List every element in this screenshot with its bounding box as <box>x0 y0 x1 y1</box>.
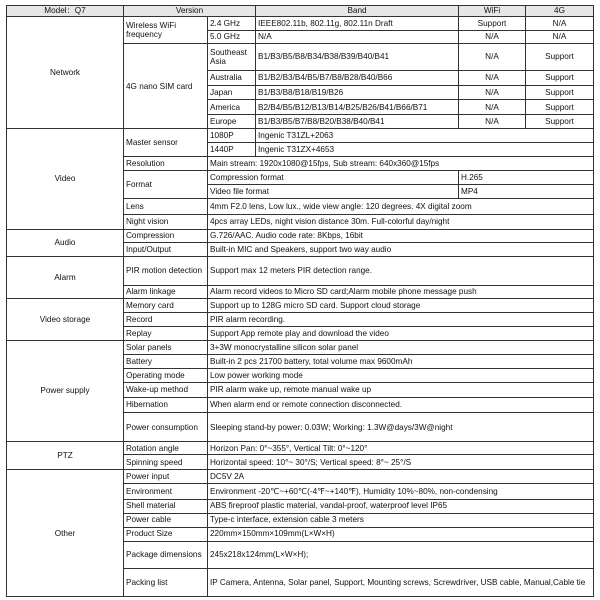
label-alarm-linkage: Alarm linkage <box>124 285 208 298</box>
sim-region: Australia <box>208 70 256 85</box>
wifi-version: 2.4 GHz <box>208 17 256 31</box>
4g-support: Support <box>526 100 594 115</box>
label-resolution: Resolution <box>124 157 208 171</box>
label-record: Record <box>124 312 208 326</box>
label-night-vision: Night vision <box>124 214 208 229</box>
label-compression: Compression <box>124 229 208 242</box>
value-power-cable: Type-c interface, extension cable 3 meters <box>208 513 594 527</box>
category-audio: Audio <box>7 229 124 256</box>
label-sim-card: 4G nano SIM card <box>124 43 208 128</box>
4g-support: Support <box>526 115 594 129</box>
wifi-support: N/A <box>459 70 526 85</box>
label-shell-material: Shell material <box>124 499 208 513</box>
category-video-storage: Video storage <box>7 298 124 340</box>
header-model: Model：Q7 <box>7 6 124 17</box>
label-replay: Replay <box>124 326 208 340</box>
label-packing-list: Packing list <box>124 568 208 596</box>
value-resolution: Main stream: 1920x1080@15fps, Sub stream: 640x360@15fps <box>208 157 594 171</box>
label-product-size: Product Size <box>124 527 208 541</box>
sim-region: America <box>208 100 256 115</box>
4g-support: Support <box>526 70 594 85</box>
value-alarm-linkage: Alarm record videos to Micro SD card;Alarm mobile phone message push <box>208 285 594 298</box>
header-version: Version <box>124 6 256 17</box>
value-hibernation: When alarm end or remote connection disconnected. <box>208 398 594 413</box>
category-ptz: PTZ <box>7 442 124 470</box>
label-rotation-angle: Rotation angle <box>124 442 208 455</box>
label-package-dimensions: Package dimensions <box>124 541 208 568</box>
header-wifi: WiFi <box>459 6 526 17</box>
wifi-support: N/A <box>459 115 526 129</box>
value-battery: Built-in 2 pcs 21700 battery, total volume max 9600mAh <box>208 354 594 368</box>
label-power-cable: Power cable <box>124 513 208 527</box>
header-band: Band <box>256 6 459 17</box>
value-power-consumption: Sleeping stand-by power: 0.03W; Working: 1.3W@days/3W@night <box>208 413 594 442</box>
sim-region: Europe <box>208 115 256 129</box>
category-alarm: Alarm <box>7 256 124 298</box>
wifi-support: N/A <box>459 31 526 44</box>
wifi-support: Support <box>459 17 526 31</box>
value-night-vision: 4pcs array LEDs, night vision distance 30m. Full-colorful day/night <box>208 214 594 229</box>
value-operating-mode: Low power working mode <box>208 368 594 382</box>
sensor-resolution: 1080P <box>208 129 256 143</box>
value-package-dimensions: 245x218x124mm(L×W×H); <box>208 541 594 568</box>
label-environment: Environment <box>124 484 208 499</box>
label-operating-mode: Operating mode <box>124 368 208 382</box>
value-compression: G.726/AAC. Audio code rate: 8Kbps, 16bit <box>208 229 594 242</box>
label-wifi-frequency: Wireless WiFi frequency <box>124 17 208 44</box>
value-power-input: DC5V 2A <box>208 470 594 484</box>
label-wake-up-method: Wake-up method <box>124 382 208 397</box>
label-pir-detection: PIR motion detection <box>124 256 208 285</box>
format-name: Video file format <box>208 185 459 199</box>
label-master-sensor: Master sensor <box>124 129 208 157</box>
category-video: Video <box>7 129 124 229</box>
value-wake-up-method: PIR alarm wake up, remote manual wake up <box>208 382 594 397</box>
value-solar-panels: 3+3W monocrystalline silicon solar panel <box>208 340 594 354</box>
value-input-output: Built-in MIC and Speakers, support two way audio <box>208 242 594 256</box>
label-battery: Battery <box>124 354 208 368</box>
value-replay: Support App remote play and download the video <box>208 326 594 340</box>
label-format: Format <box>124 171 208 199</box>
spec-table <box>6 5 594 597</box>
value-shell-material: ABS fireproof plastic material, vandal-proof, waterproof level IP65 <box>208 499 594 513</box>
4g-support: Support <box>526 86 594 100</box>
sim-region: Japan <box>208 86 256 100</box>
4g-support: Support <box>526 43 594 70</box>
wifi-support: N/A <box>459 100 526 115</box>
label-input-output: Input/Output <box>124 242 208 256</box>
label-solar-panels: Solar panels <box>124 340 208 354</box>
wifi-version: 5.0 GHz <box>208 31 256 44</box>
sim-band: B1/B3/B5/B8/B34/B38/B39/B40/B41 <box>256 43 459 70</box>
sensor-resolution: 1440P <box>208 143 256 157</box>
category-power-supply: Power supply <box>7 340 124 441</box>
label-memory-card: Memory card <box>124 298 208 312</box>
value-lens: 4mm F2.0 lens, Low lux., wide view angle: 120 degrees. 4X digital zoom <box>208 199 594 214</box>
label-power-consumption: Power consumption <box>124 413 208 442</box>
wifi-support: N/A <box>459 43 526 70</box>
format-name: Compression format <box>208 171 459 185</box>
header-4g: 4G <box>526 6 594 17</box>
4g-support: N/A <box>526 17 594 31</box>
value-spinning-speed: Horizontal speed: 10°~ 30°/S; Vertical speed: 8°~ 25°/S <box>208 455 594 470</box>
sim-band: B2/B4/B5/B12/B13/B14/B25/B26/B41/B66/B71 <box>256 100 459 115</box>
sensor-chip: Ingenic T31ZX+4653 <box>256 143 594 157</box>
value-record: PIR alarm recording. <box>208 312 594 326</box>
label-hibernation: Hibernation <box>124 398 208 413</box>
value-memory-card: Support up to 128G micro SD card. Support cloud storage <box>208 298 594 312</box>
label-spinning-speed: Spinning speed <box>124 455 208 470</box>
4g-support: N/A <box>526 31 594 44</box>
format-value: H.265 <box>459 171 594 185</box>
label-power-input: Power input <box>124 470 208 484</box>
category-other: Other <box>7 470 124 597</box>
sim-band: B1/B3/B8/B18/B19/B26 <box>256 86 459 100</box>
value-product-size: 220mm×150mm×109mm(L×W×H) <box>208 527 594 541</box>
wifi-support: N/A <box>459 86 526 100</box>
sim-band: B1/B3/B5/B7/B8/B20/B38/B40/B41 <box>256 115 459 129</box>
category-network: Network <box>7 17 124 129</box>
value-environment: Environment -20℃~+60℃(-4℉~+140℉), Humidity 10%~80%, non-condensing <box>208 484 594 499</box>
sim-band: B1/B2/B3/B4/B5/B7/B8/B28/B40/B66 <box>256 70 459 85</box>
value-packing-list: IP Camera, Antenna, Solar panel, Support, Mounting screws, Screwdriver, USB cable, Manual,Cable tie <box>208 568 594 596</box>
sensor-chip: Ingenic T31ZL+2063 <box>256 129 594 143</box>
value-rotation-angle: Horizon Pan: 0°~355°, Vertical Tilt: 0°~120° <box>208 442 594 455</box>
wifi-band: N/A <box>256 31 459 44</box>
format-value: MP4 <box>459 185 594 199</box>
value-pir-detection: Support max 12 meters PIR detection range. <box>208 256 594 285</box>
wifi-band: IEEE802.11b, 802.11g, 802.11n Draft <box>256 17 459 31</box>
sim-region: Southeast Asia <box>208 43 256 70</box>
label-lens: Lens <box>124 199 208 214</box>
